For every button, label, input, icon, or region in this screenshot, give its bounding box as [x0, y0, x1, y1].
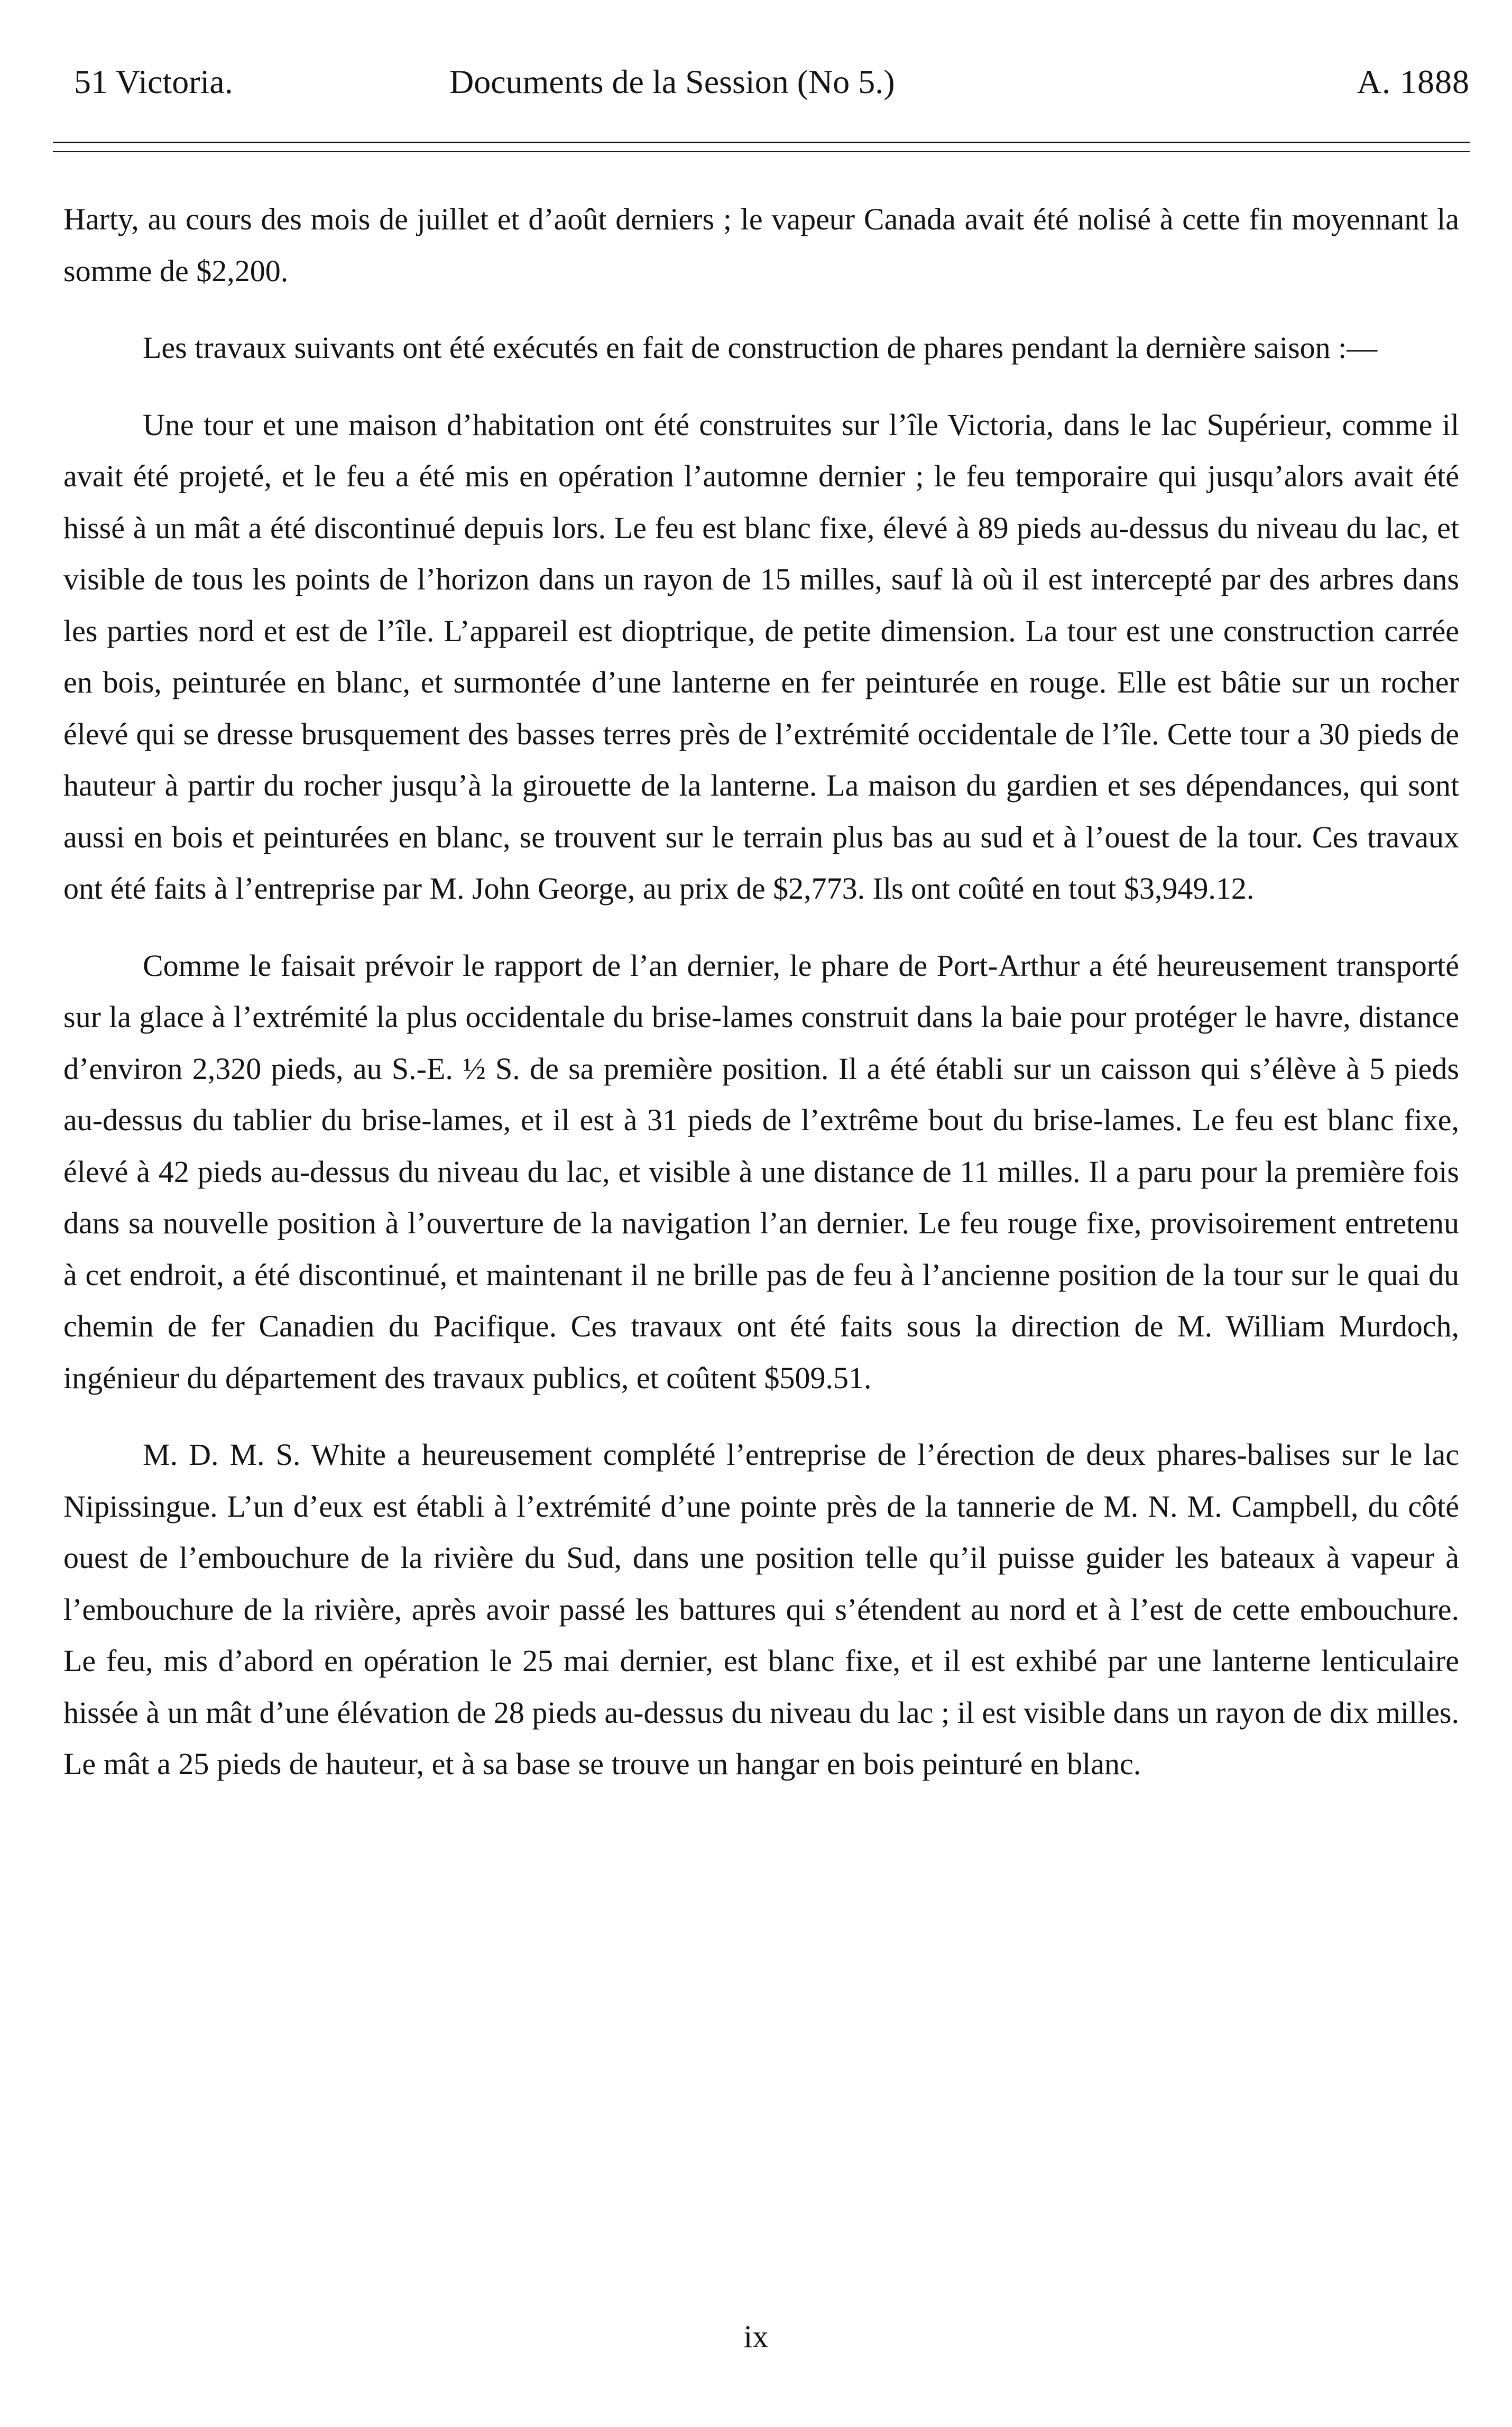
- header-title: Documents de la Session (No 5.): [449, 63, 895, 100]
- paragraph-continued: Harty, au cours des mois de juillet et d’août derniers ; le vapeur Canada avait été nolisé à cette fin moyennant la somme de $2,200.: [63, 202, 1459, 288]
- body-text: [63, 193, 1459, 1790]
- header-year: A. 1888: [1357, 63, 1470, 100]
- header-rule-thick: [53, 142, 1470, 143]
- header-rule-thin: [53, 151, 1470, 152]
- page-number: ix: [743, 2319, 769, 2354]
- paragraph-works-intro: Les travaux suivants ont été exécutés en fait de construction de phares pendant la dernière saison :—: [143, 330, 1378, 365]
- paragraph-victoria-island: Une tour et une maison d’habitation ont été construites sur l’île Victoria, dans le lac Supérieur, comme il avait été projeté, et le feu a été mis en opération l’automne dernier ; le feu temporaire qui jusqu’alors avait été hissé à un mât a été discontinué depuis lors. Le feu est blanc fixe, élevé à 89 pieds au-dessus du niveau du lac, et visible de tous les points de l’horizon dans un rayon de 15 milles, sauf là où il est intercepté par des arbres dans les parties nord et est de l’île. L’appareil est dioptrique, de petite dimension. La tour est une construction carrée en bois, peinturée en blanc, et surmontée d’une lanterne en fer peinturée en rouge. Elle est bâtie sur un rocher élevé qui se dresse brusquement des basses terres près de l’extrémité occidentale de l’île. Cette tour a 30 pieds de hauteur à partir du rocher jusqu’à la girouette de la lanterne. La maison du gardien et ses dépendances, qui sont aussi en bois et peinturées en blanc, se trouvent sur le terrain plus bas au sud et à l’ouest de la tour. Ces travaux ont été faits à l’entreprise par M. John George, au prix de $2,773. Ils ont coûté en tout $3,949.12.: [63, 407, 1459, 906]
- header-volume: 51 Victoria.: [74, 63, 233, 100]
- paragraph-port-arthur: Comme le faisait prévoir le rapport de l’an dernier, le phare de Port-Arthur a été heureusement transporté sur la glace à l’extrémité la plus occidentale du brise-lames construit dans la baie pour protéger le havre, distance d’environ 2,320 pieds, au S.-E. ½ S. de sa première position. Il a été établi sur un caisson qui s’élève à 5 pieds au-dessus du tablier du brise-lames, et il est à 31 pieds de l’extrême bout du brise-lames. Le feu est blanc fixe, élevé à 42 pieds au-dessus du niveau du lac, et visible à une distance de 11 milles. Il a paru pour la première fois dans sa nouvelle position à l’ouverture de la navigation l’an dernier. Le feu rouge fixe, provisoirement entretenu à cet endroit, a été discontinué, et maintenant il ne brille pas de feu à l’ancienne position de la tour sur le quai du chemin de fer Canadien du Pacifique. Ces travaux ont été faits sous la direction de M. William Murdoch, ingénieur du département des travaux publics, et coûtent $509.51.: [63, 948, 1459, 1395]
- paragraph-lake-nipissing: M. D. M. S. White a heureusement complété l’entreprise de l’érection de deux phares-balises sur le lac Nipissingue. L’un d’eux est établi à l’extrémité d’une pointe près de la tannerie de M. N. M. Campbell, du côté ouest de l’embouchure de la rivière du Sud, dans une position telle qu’il puisse guider les bateaux à vapeur à l’embouchure de la rivière, après avoir passé les battures qui s’étendent au nord et à l’est de cette embouchure. Le feu, mis d’abord en opération le 25 mai dernier, est blanc fixe, et il est exhibé par une lanterne lenticulaire hissée à un mât d’une élévation de 28 pieds au-dessus du niveau du lac ; il est visible dans un rayon de dix milles. Le mât a 25 pieds de hauteur, et à sa base se trouve un hangar en bois peinturé en blanc.: [63, 1437, 1459, 1781]
- running-header: [74, 58, 1470, 106]
